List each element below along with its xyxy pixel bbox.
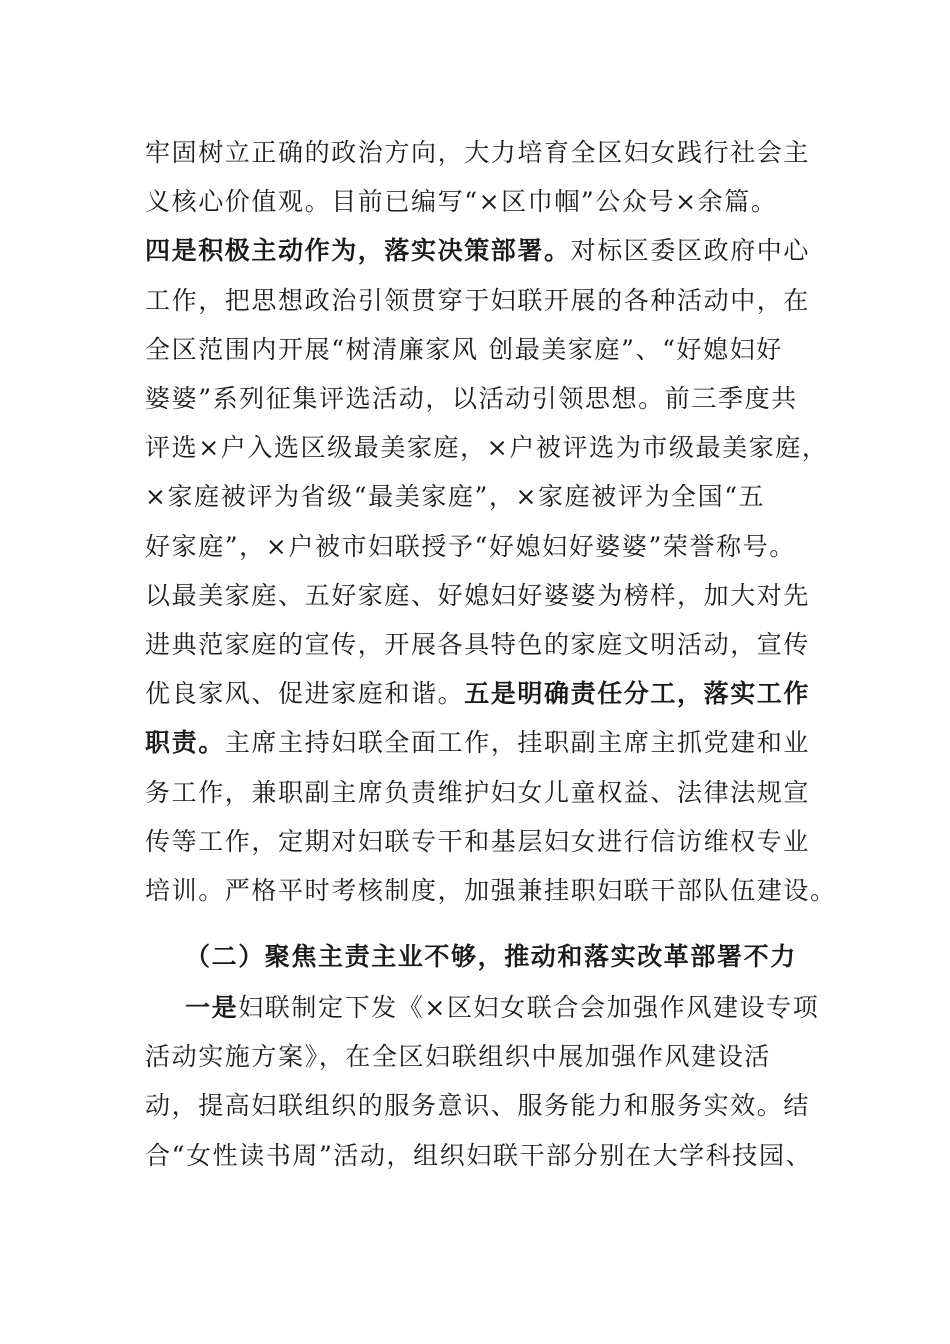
section-heading: （二）聚焦主责主业不够，推动和落实改革部署不力: [185, 942, 797, 971]
text-line: [145, 522, 796, 572]
text-run: 牢固树立正确的政治方向，大力培育全区妇女践行社会主: [145, 138, 811, 167]
text-line: [145, 374, 798, 424]
bold-run: 四是积极主动作为，落实决策部署。: [145, 236, 571, 266]
text-line: [145, 620, 810, 670]
text-run: 全区范围内开展“树清廉家风 创最美家庭”、“好媳妇好: [145, 334, 783, 364]
text-run: 培训。严格平时考核制度，加强兼挂职妇联干部队伍建设。: [145, 876, 837, 905]
text-line: [145, 276, 810, 326]
bold-run: 五是明确责任分工，落实工作: [464, 679, 811, 709]
text-line: [145, 226, 810, 276]
text-run: 评选×户入选区级最美家庭，×户被评选为市级最美家庭，: [145, 433, 829, 463]
text-line: [145, 866, 837, 916]
text-line: [145, 423, 829, 473]
text-line: [145, 1032, 771, 1082]
text-run: 主席主持妇联全面工作，挂职副主席主抓党建和业: [224, 728, 811, 758]
text-run: 好家庭”，×户被市妇联授予“好媳妇好婆婆”荣誉称号。: [145, 531, 796, 561]
text-run: 活动实施方案》，在全区妇联组织中展加强作风建设活: [145, 1042, 771, 1072]
text-line: [145, 128, 810, 178]
text-line: [145, 325, 783, 375]
text-line: [145, 1131, 812, 1181]
text-run: 动，提高妇联组织的服务意识、服务能力和服务实效。结: [145, 1091, 811, 1121]
text-run: 优良家风、促进家庭和谐。: [145, 679, 465, 709]
text-run: 妇联制定下发《×区妇女联合会加强作风建设专项: [238, 993, 820, 1022]
bold-run: 一是: [185, 993, 239, 1022]
text-line: [185, 983, 819, 1033]
text-line: [145, 768, 810, 818]
text-run: 务工作，兼职副主席负责维护妇女儿童权益、法律法规宣: [145, 777, 811, 807]
text-run: 合“女性读书周”活动，组织妇联干部分别在大学科技园、: [145, 1140, 813, 1170]
text-run: ×家庭被评为省级“最美家庭”，×家庭被评为全国“五: [145, 482, 766, 512]
text-run: 传等工作，定期对妇联专干和基层妇女进行信访维权专业: [145, 826, 811, 856]
text-line: [145, 177, 777, 227]
text-line: [145, 472, 765, 522]
text-line: [145, 1081, 810, 1131]
text-run: 工作，把思想政治引领贯穿于妇联开展的各种活动中，在: [145, 285, 811, 315]
text-run: 对标区委区政府中心: [570, 236, 811, 266]
text-run: 进典范家庭的宣传，开展各具特色的家庭文明活动，宣传: [145, 630, 811, 659]
text-line: [145, 718, 810, 768]
text-line: [145, 571, 810, 621]
text-run: 以最美家庭、五好家庭、好媳妇好婆婆为榜样，加大对先: [145, 580, 811, 610]
text-run: 义核心价值观。目前已编写“×区巾帼”公众号×余篇。: [145, 187, 778, 217]
bold-run: 职责。: [145, 728, 225, 758]
text-line: [145, 817, 810, 867]
text-run: 婆婆”系列征集评选活动，以活动引领思想。前三季度共: [145, 384, 798, 413]
text-line: [145, 669, 810, 719]
